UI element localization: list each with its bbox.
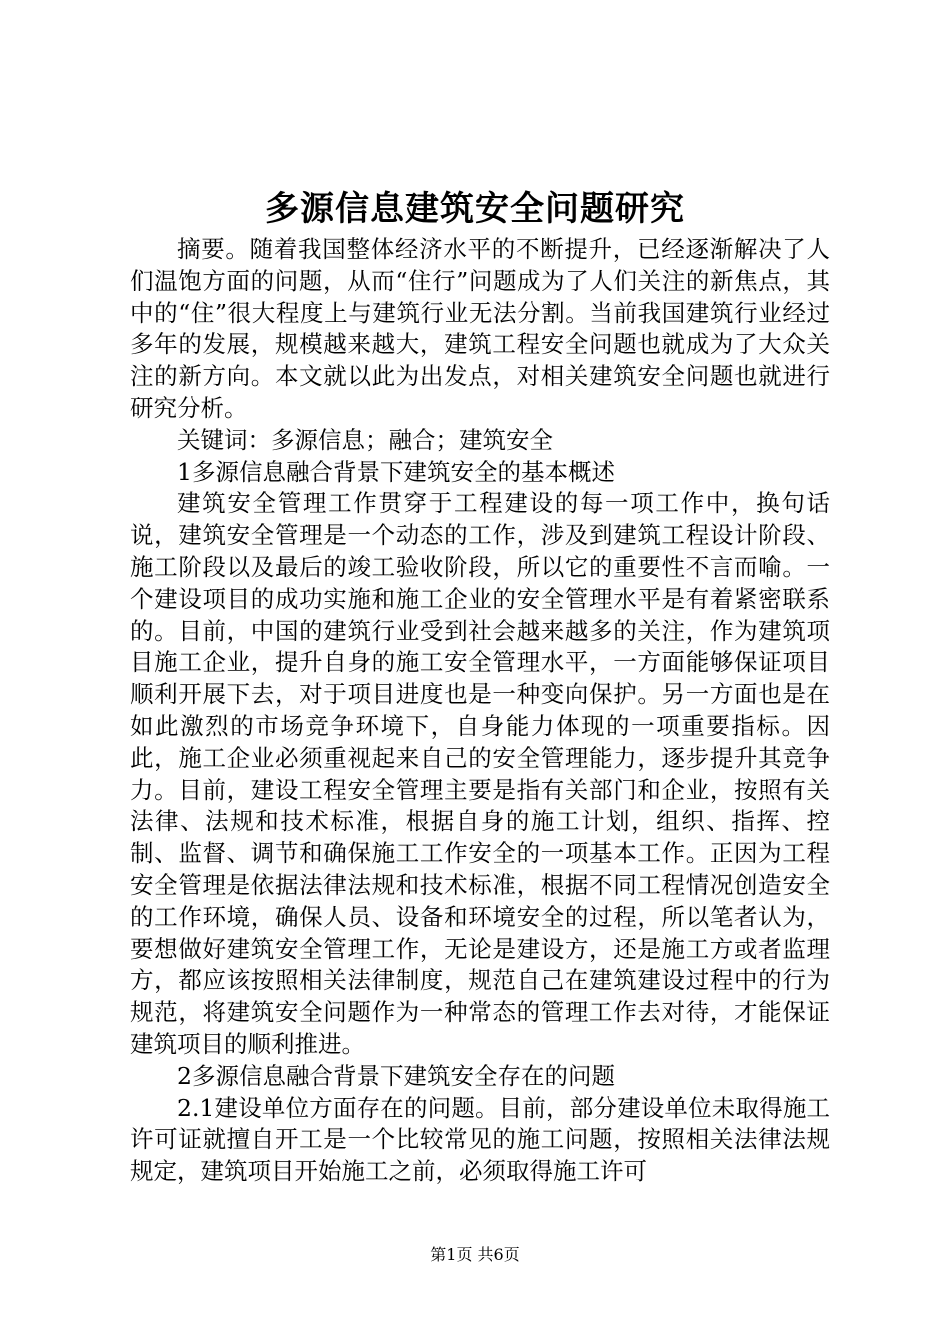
page-footer: 第1页 共6页 bbox=[430, 1245, 520, 1264]
document-title: 多源信息建筑安全问题研究 bbox=[265, 189, 685, 229]
section-2-1-paragraph: 2.1建设单位方面存在的问题。目前，部分建设单位未取得施工许可证就擅自开工是一个比较常见的施工问题，按照相关法律法规规定，建筑项目开始施工之前，必须取得施工许可 bbox=[130, 1093, 830, 1186]
section-heading-1: 1多源信息融合背景下建筑安全的基本概述 bbox=[177, 457, 615, 486]
keywords-paragraph: 关键词：多源信息；融合；建筑安全 bbox=[177, 425, 553, 454]
abstract-paragraph: 摘要。随着我国整体经济水平的不断提升，已经逐渐解决了人们温饱方面的问题，从而“住行”问题成为了人们关注的新焦点，其中的“住”很大程度上与建筑行业无法分割。当前我国建筑行业经过多年的发展，规模越来越大，建筑工程安全问题也就成为了大众关注的新方向。本文就以此为出发点，对相关建筑安全问题也就进行研究分析。 bbox=[130, 235, 830, 422]
section-1-paragraph: 建筑安全管理工作贯穿于工程建设的每一项工作中，换句话说，建筑安全管理是一个动态的工作，涉及到建筑工程设计阶段、施工阶段以及最后的竣工验收阶段，所以它的重要性不言而喻。一个建设项目的成功实施和施工企业的安全管理水平是有着紧密联系的。目前，中国的建筑行业受到社会越来越多的关注，作为建筑项目施工企业，提升自身的施工安全管理水平，一方面能够保证项目顺利开展下去，对于项目进度也是一种变向保护。另一方面也是在如此激烈的市场竞争环境下，自身能力体现的一项重要指标。因此，施工企业必须重视起来自己的安全管理能力，逐步提升其竞争力。目前，建设工程安全管理主要是指有关部门和企业，按照有关法律、法规和技术标准，根据自身的施工计划，组织、指挥、控制、监督、调节和确保施工工作安全的一项基本工作。正因为工程安全管理是依据法律法规和技术标准，根据不同工程情况创造安全的工作环境，确保人员、设备和环境安全的过程，所以笔者认为，要想做好建筑安全管理工作，无论是建设方，还是施工方或者监理方，都应该按照相关法律制度，规范自己在建筑建设过程中的行为规范，将建筑安全问题作为一种常态的管理工作去对待，才能保证建筑项目的顺利推进。 bbox=[130, 489, 830, 1058]
section-heading-2: 2多源信息融合背景下建筑安全存在的问题 bbox=[177, 1061, 615, 1090]
document-body bbox=[130, 234, 830, 1188]
